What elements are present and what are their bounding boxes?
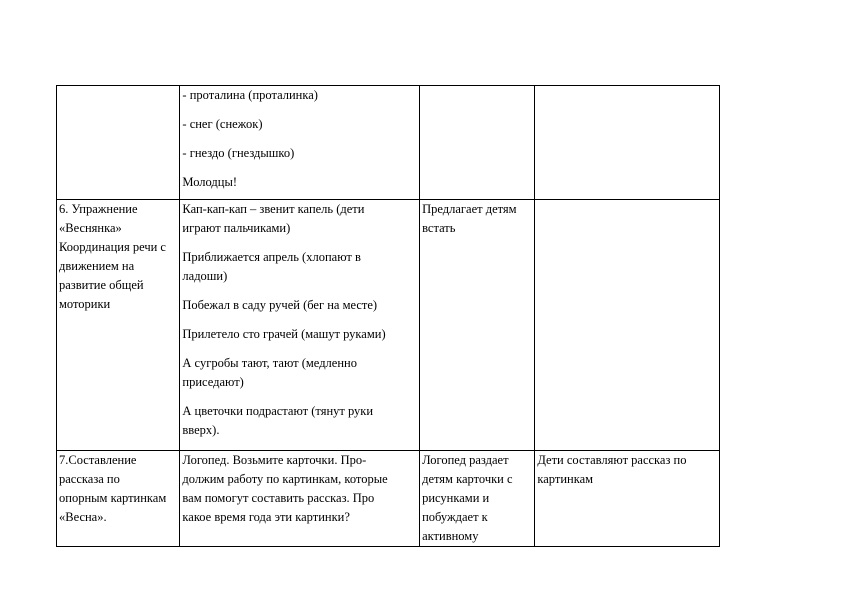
cell-children — [535, 451, 720, 547]
text-line: Координация речи с — [59, 240, 166, 254]
verse-line — [182, 248, 418, 286]
text-line: Прилетело сто грачей (машут руками) — [182, 327, 386, 341]
verse-line — [182, 354, 418, 392]
text-line: Логопед. Возьмите карточки. Про- — [182, 453, 367, 467]
cell-children — [535, 86, 720, 200]
text-line: рисунками и — [422, 491, 490, 505]
verse-line — [182, 325, 418, 344]
text-line: ладоши) — [182, 269, 228, 283]
text-line: картинкам — [537, 472, 594, 486]
cell-content — [180, 200, 420, 451]
verse-line — [182, 200, 418, 238]
text-line: движением на — [59, 259, 135, 273]
text-line: А сугробы тают, тают (медленно — [182, 356, 357, 370]
cell-content — [180, 86, 420, 200]
text-line: развитие общей — [59, 278, 144, 292]
text-line: вам помогут составить рассказ. Про — [182, 491, 375, 505]
text-line: - гнездо (гнездышко) — [182, 146, 295, 160]
text-line: должим работу по картинкам, которые — [182, 472, 388, 486]
text-line: «Веснянка» — [59, 221, 122, 235]
text-line: 6. Упражнение — [59, 202, 138, 216]
text-line: Кап-кап-кап – звенит капель (дети — [182, 202, 365, 216]
text-line: детям карточки с — [422, 472, 513, 486]
text-line: Молодцы! — [182, 175, 238, 189]
cell-stage — [57, 86, 180, 200]
cell-teacher — [420, 200, 535, 451]
text-line: активному — [422, 529, 479, 543]
cell-teacher — [420, 451, 535, 547]
verse-line — [182, 402, 418, 440]
text-line: Дети составляют рассказ по — [537, 453, 687, 467]
table-row — [57, 200, 720, 451]
text-line: вверх). — [182, 423, 220, 437]
text-line: Побежал в саду ручей (бег на месте) — [182, 298, 378, 312]
table-row — [57, 451, 720, 547]
table-row — [57, 86, 720, 200]
cell-stage — [57, 200, 180, 451]
cell-stage — [57, 451, 180, 547]
cell-teacher — [420, 86, 535, 200]
text-line: А цветочки подрастают (тянут руки — [182, 404, 374, 418]
text-line: Приближается апрель (хлопают в — [182, 250, 361, 264]
text-line: - проталина (проталинка) — [182, 88, 318, 102]
text-line: рассказа по — [59, 472, 120, 486]
text-line: побуждает к — [422, 510, 488, 524]
cell-content — [180, 451, 420, 547]
verse-line — [182, 296, 418, 315]
text-line: приседают) — [182, 375, 244, 389]
cell-children — [535, 200, 720, 451]
text-line: Логопед раздает — [422, 453, 509, 467]
text-line: Предлагает детям — [422, 202, 517, 216]
text-line: моторики — [59, 297, 111, 311]
text-line: опорным картинкам — [59, 491, 167, 505]
text-line: играют пальчиками) — [182, 221, 291, 235]
text-line: какое время года эти картинки? — [182, 510, 350, 524]
lesson-plan-table — [56, 85, 720, 547]
text-line: - снег (снежок) — [182, 117, 263, 131]
text-line: «Весна». — [59, 510, 107, 524]
text-line: встать — [422, 221, 456, 235]
text-line: 7.Составление — [59, 453, 137, 467]
